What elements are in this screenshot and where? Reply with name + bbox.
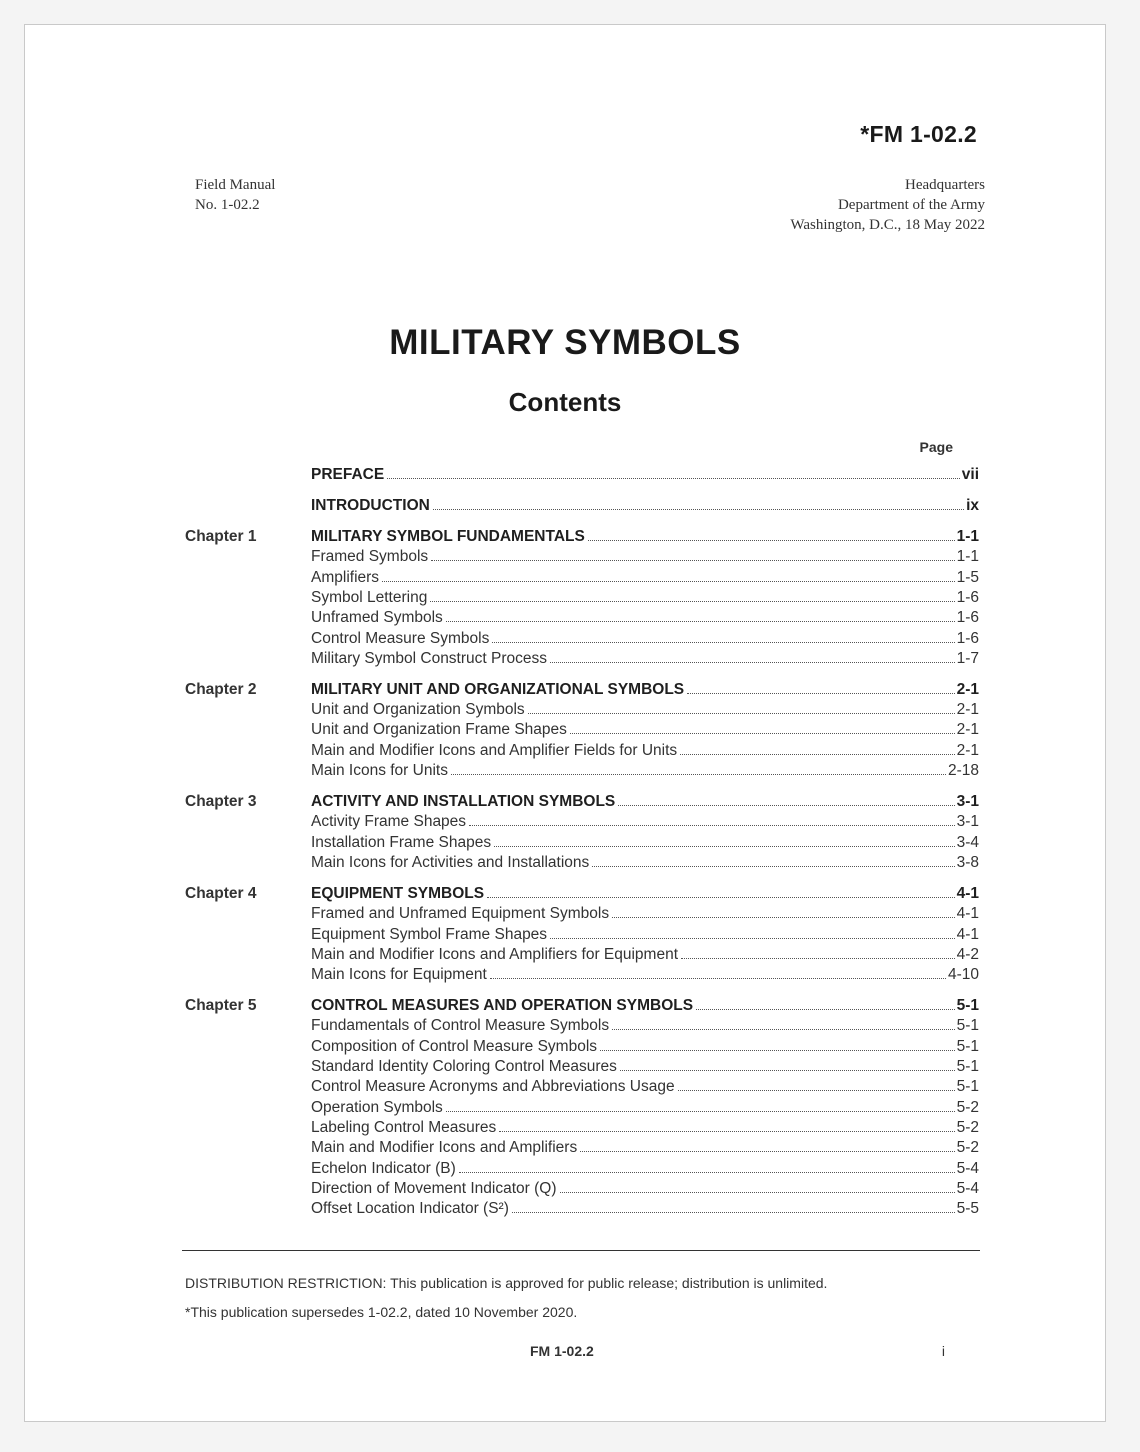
toc-entry-page: 1-6 [956, 609, 979, 627]
toc-entry-title: Main Icons for Equipment [311, 966, 487, 984]
toc-entry-page: ix [966, 497, 979, 514]
toc-entry[interactable] [311, 629, 979, 649]
dot-leader [382, 581, 955, 582]
toc-entry-title: Unframed Symbols [311, 609, 443, 627]
toc-entry-page: 5-4 [956, 1159, 979, 1177]
toc-entry-page: 5-2 [956, 1098, 979, 1116]
toc-entry-page: 5-5 [956, 1200, 979, 1218]
field-manual-label: Field Manual [195, 177, 276, 193]
toc-entry-title: Control Measure Acronyms and Abbreviations Usage [311, 1078, 675, 1096]
dot-leader [459, 1172, 955, 1173]
divider [182, 1250, 980, 1251]
toc-entry-title: Echelon Indicator (B) [311, 1159, 456, 1177]
toc-entry[interactable] [311, 588, 979, 608]
toc-entry[interactable] [311, 1199, 979, 1219]
location-date: Washington, D.C., 18 May 2022 [790, 217, 985, 233]
toc-entry-page: 1-7 [956, 649, 979, 667]
toc-entry[interactable] [311, 1077, 979, 1097]
toc-entry-page: 4-10 [947, 966, 979, 984]
toc-entry-page: 2-1 [956, 701, 979, 719]
dot-leader [550, 662, 955, 663]
toc-entry[interactable] [311, 1159, 979, 1179]
department-label: Department of the Army [837, 197, 985, 213]
toc-entry-page: 5-1 [956, 1037, 979, 1055]
toc-entry-page: 1-6 [956, 588, 979, 606]
toc-entry-title: Unit and Organization Symbols [311, 701, 525, 719]
document-title: MILITARY SYMBOLS [389, 323, 741, 362]
toc-entry-page: 2-1 [956, 680, 979, 698]
dot-leader [492, 642, 954, 643]
dot-leader [588, 540, 955, 541]
chapter-label: Chapter 1 [185, 528, 257, 545]
toc-entry-title: Unit and Organization Frame Shapes [311, 721, 567, 739]
dot-leader [430, 601, 954, 602]
toc-entry-title: Labeling Control Measures [311, 1118, 497, 1136]
toc-entry[interactable] [311, 833, 979, 853]
toc-entry[interactable] [311, 1118, 979, 1138]
toc-entry[interactable] [311, 812, 979, 832]
toc-entry-title: Main and Modifier Icons and Amplifier Fields for Units [311, 741, 678, 759]
toc-heading-entry[interactable] [311, 996, 979, 1016]
dot-leader [528, 713, 955, 714]
dot-leader [681, 958, 955, 959]
document-page [24, 24, 1106, 1422]
dot-leader [446, 1111, 955, 1112]
dot-leader [560, 1192, 955, 1193]
toc-entry-title: Framed and Unframed Equipment Symbols [311, 905, 610, 923]
toc-entry[interactable] [311, 547, 979, 567]
toc-entry[interactable] [311, 1016, 979, 1036]
toc-entry-title: Main Icons for Activities and Installations [311, 853, 590, 871]
toc-entry[interactable] [311, 925, 979, 945]
dot-leader [580, 1151, 954, 1152]
dot-leader [499, 1131, 954, 1132]
chapter-label: Chapter 5 [185, 997, 257, 1015]
toc-entry-title: Composition of Control Measure Symbols [311, 1037, 598, 1055]
toc-entry[interactable] [311, 608, 979, 628]
dot-leader [433, 509, 964, 510]
toc-entry[interactable] [311, 945, 979, 965]
field-manual-number: No. 1-02.2 [195, 197, 260, 213]
toc-entry-page: 2-18 [947, 762, 979, 779]
toc-entry-page: 1-5 [956, 568, 979, 586]
dot-leader [592, 866, 954, 867]
toc-heading-entry[interactable] [311, 680, 979, 700]
dot-leader [487, 897, 954, 898]
dot-leader [431, 560, 954, 561]
toc-entry-title: PREFACE [311, 466, 385, 483]
dot-leader [387, 478, 960, 479]
toc-entry[interactable] [311, 1057, 979, 1077]
toc-entry-title: Amplifiers [311, 568, 380, 586]
toc-entry-page: 3-4 [956, 833, 979, 851]
toc-entry-page: 4-1 [956, 884, 979, 902]
toc-entry-page: 3-1 [956, 793, 979, 810]
toc-entry-title: Operation Symbols [311, 1098, 443, 1116]
toc-entry-title: Main and Modifier Icons and Amplifiers [311, 1139, 578, 1157]
toc-entry-title: ACTIVITY AND INSTALLATION SYMBOLS [311, 793, 616, 810]
headquarters-label: Headquarters [905, 177, 985, 193]
toc-entry-page: 5-1 [956, 1017, 979, 1035]
dot-leader [678, 1090, 955, 1091]
toc-entry-page: 1-1 [956, 528, 979, 545]
distribution-restriction: DISTRIBUTION RESTRICTION: This publication is approved for public release; distribution is unlimited. [185, 1275, 828, 1291]
fm-number: *FM 1-02.2 [860, 121, 977, 147]
chapter-label: Chapter 3 [185, 793, 257, 810]
toc-entry[interactable] [311, 1138, 979, 1158]
dot-leader [490, 978, 946, 979]
toc-entry[interactable] [311, 1037, 979, 1057]
toc-entry-page: 5-1 [956, 997, 979, 1015]
toc-entry[interactable] [311, 965, 979, 985]
toc-entry-page: 5-1 [956, 1058, 979, 1075]
toc-entry-title: Installation Frame Shapes [311, 833, 492, 851]
dot-leader [570, 733, 955, 734]
toc-entry-title: MILITARY SYMBOL FUNDAMENTALS [311, 528, 585, 545]
toc-heading-entry[interactable] [311, 792, 979, 812]
toc-heading-entry[interactable] [311, 884, 979, 904]
toc-entry-page: 2-1 [956, 741, 979, 759]
dot-leader [512, 1212, 955, 1213]
contents-heading: Contents [508, 387, 622, 417]
dot-leader [494, 846, 955, 847]
dot-leader [687, 693, 954, 694]
toc-entry[interactable] [311, 741, 979, 761]
toc-entry[interactable] [311, 568, 979, 588]
toc-entry-title: Main Icons for Units [311, 762, 448, 779]
toc-entry-page: 3-1 [956, 813, 979, 831]
dot-leader [618, 805, 954, 806]
toc-entry[interactable] [311, 1179, 979, 1199]
toc-entry[interactable] [311, 649, 979, 669]
toc-entry-title: EQUIPMENT SYMBOLS [311, 884, 485, 902]
footer-manual-number: FM 1-02.2 [530, 1343, 594, 1359]
dot-leader [550, 938, 955, 939]
toc-entry-page: vii [961, 466, 979, 483]
toc-entry-title: Military Symbol Construct Process [311, 649, 548, 667]
toc-entry-title: Symbol Lettering [311, 588, 428, 606]
toc-entry-title: INTRODUCTION [311, 497, 430, 514]
footer-page-number: i [941, 1343, 945, 1359]
toc-entry-page: 1-1 [956, 548, 979, 566]
toc-entry-page: 5-2 [956, 1139, 979, 1157]
dot-leader [446, 621, 955, 622]
dot-leader [612, 1029, 955, 1030]
page-column-label: Page [919, 439, 953, 455]
dot-leader [469, 825, 955, 826]
dot-leader [620, 1070, 955, 1071]
toc-entry-page: 5-4 [956, 1179, 979, 1197]
toc-entry[interactable] [311, 904, 979, 924]
toc-entry-title: Offset Location Indicator (S²) [311, 1200, 509, 1218]
toc-entry-page: 2-1 [956, 721, 979, 739]
toc-entry-title: Main and Modifier Icons and Amplifiers for Equipment [311, 945, 679, 963]
toc-entry-page: 4-1 [956, 925, 979, 943]
dot-leader [696, 1009, 955, 1010]
headquarters-block [790, 175, 985, 235]
toc-entry-page: 1-6 [956, 629, 979, 647]
toc-entry-page: 4-2 [956, 945, 979, 963]
dot-leader [451, 774, 946, 775]
field-manual-block [195, 175, 275, 215]
dot-leader [600, 1050, 955, 1051]
toc-entry-title: Equipment Symbol Frame Shapes [311, 925, 548, 943]
toc-entry[interactable] [311, 700, 979, 720]
toc-entry-title: Control Measure Symbols [311, 629, 490, 647]
toc-entry-title: Fundamentals of Control Measure Symbols [311, 1017, 610, 1035]
toc-entry-page: 3-8 [956, 853, 979, 871]
chapter-label: Chapter 2 [185, 680, 257, 698]
toc-entry-title: Direction of Movement Indicator (Q) [311, 1179, 557, 1197]
toc-entry-title: Framed Symbols [311, 548, 429, 566]
chapter-label: Chapter 4 [185, 884, 257, 902]
toc-entry-page: 5-1 [956, 1078, 979, 1096]
toc-entry-title: Activity Frame Shapes [311, 813, 467, 831]
toc-entry[interactable] [311, 761, 979, 781]
toc-entry-page: 4-1 [956, 905, 979, 923]
toc-entry[interactable] [311, 853, 979, 873]
dot-leader [680, 754, 954, 755]
toc-entry-page: 5-2 [956, 1118, 979, 1136]
toc-entry[interactable] [311, 720, 979, 740]
toc-heading-entry[interactable] [311, 527, 979, 547]
toc-entry-title: CONTROL MEASURES AND OPERATION SYMBOLS [311, 997, 694, 1015]
supersedes-note: *This publication supersedes 1-02.2, dated 10 November 2020. [185, 1304, 578, 1320]
toc-entry-title: Standard Identity Coloring Control Measures [311, 1058, 617, 1075]
toc-entry-title: MILITARY UNIT AND ORGANIZATIONAL SYMBOLS [311, 680, 685, 698]
toc-heading-entry[interactable] [311, 465, 979, 485]
toc-heading-entry[interactable] [311, 496, 979, 516]
toc-entry[interactable] [311, 1098, 979, 1118]
dot-leader [612, 917, 955, 918]
